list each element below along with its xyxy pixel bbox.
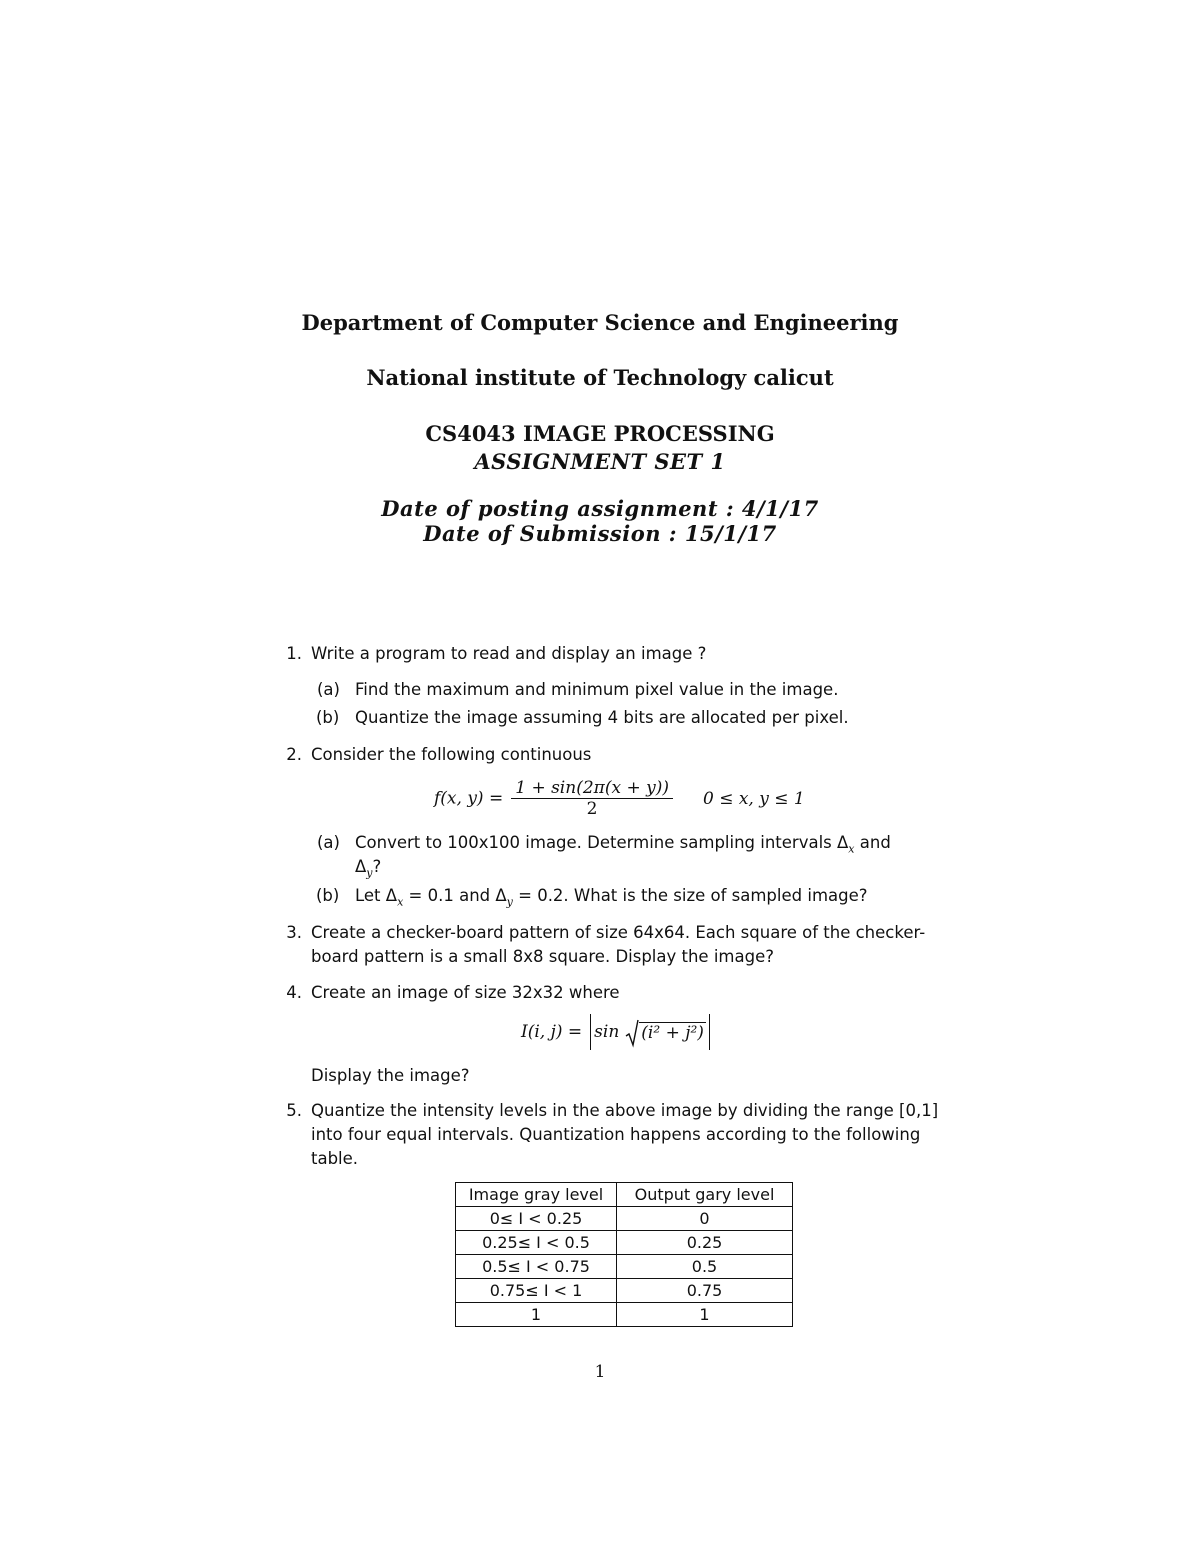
equation-i-lhs: I(i, j) =	[521, 1022, 583, 1042]
question-4-number: 4.	[286, 983, 302, 1002]
question-2a-text-3: Δ	[355, 857, 367, 876]
question-3-line1: Create a checker-board pattern of size 64x64. Each square of the checker-	[311, 923, 926, 942]
institute-heading: National institute of Technology calicut	[366, 365, 834, 390]
page-number: 1	[594, 1362, 606, 1382]
question-2a-text-4: ?	[372, 857, 382, 876]
question-5-line2: into four equal intervals. Quantization happens according to the following	[311, 1125, 921, 1144]
question-4-text: Create an image of size 32x32 where	[311, 983, 620, 1002]
table-row	[456, 1207, 793, 1231]
question-3-line2: board pattern is a small 8x8 square. Display the image?	[311, 947, 774, 966]
question-3-number: 3.	[286, 923, 302, 942]
question-5-number: 5.	[286, 1101, 302, 1120]
table-cell: 1	[456, 1303, 617, 1327]
table-row	[456, 1231, 793, 1255]
question-5-line1: Quantize the intensity levels in the above image by dividing the range [0,1]	[311, 1101, 939, 1120]
delta-x-subscript: x	[848, 842, 855, 856]
table-header: Output gary level	[617, 1183, 793, 1207]
question-1a-text: Find the maximum and minimum pixel value in the image.	[355, 680, 839, 699]
square-root	[625, 1015, 706, 1051]
delta-y-subscript: y	[366, 866, 373, 880]
table-cell: 0	[617, 1207, 793, 1231]
question-2a-line2	[355, 855, 381, 885]
equation-i-sin: sin	[594, 1022, 620, 1042]
question-2a-text-1: Convert to 100x100 image. Determine sampling intervals Δ	[355, 833, 849, 852]
assignment-title: ASSIGNMENT SET 1	[474, 449, 726, 474]
question-2b-text-3: = 0.2. What is the size of sampled image?	[512, 886, 868, 905]
question-2b-text-2: = 0.1 and Δ	[403, 886, 507, 905]
question-2a-label: (a)	[317, 833, 340, 852]
question-1a-label: (a)	[317, 680, 340, 699]
question-1-text: Write a program to read and display an image ?	[311, 644, 707, 663]
table-cell: 0.5	[617, 1255, 793, 1279]
sqrt-sign-icon	[625, 1018, 639, 1048]
equation-f-denominator: 2	[586, 799, 598, 819]
delta-x-subscript: x	[397, 895, 404, 909]
table-cell: 1	[617, 1303, 793, 1327]
absolute-value-bars	[590, 1014, 710, 1050]
delta-y-subscript: y	[506, 895, 513, 909]
question-1b-label: (b)	[316, 708, 340, 727]
table-header: Image gray level	[456, 1183, 617, 1207]
quantization-table	[455, 1182, 793, 1327]
equation-i-radicand: (i² + j²)	[641, 1023, 704, 1044]
equation-f	[434, 778, 805, 830]
submission-date: Date of Submission : 15/1/17	[423, 521, 777, 546]
question-1-number: 1.	[286, 644, 302, 663]
table-row	[456, 1255, 793, 1279]
question-2-text: Consider the following continuous	[311, 745, 592, 764]
question-2a-line1	[355, 831, 891, 861]
table-row	[456, 1279, 793, 1303]
question-2a-text-2: and	[854, 833, 891, 852]
department-heading: Department of Computer Science and Engineering	[301, 310, 899, 335]
equation-i	[521, 1014, 710, 1054]
table-cell: 0.25≤ I < 0.5	[456, 1231, 617, 1255]
posting-date: Date of posting assignment : 4/1/17	[381, 496, 819, 521]
question-4-after: Display the image?	[311, 1066, 470, 1085]
table-row	[456, 1303, 793, 1327]
question-2b-text	[355, 884, 868, 914]
equation-f-range: 0 ≤ x, y ≤ 1	[702, 788, 805, 809]
question-5-line3: table.	[311, 1149, 359, 1168]
equation-f-fraction	[511, 778, 673, 819]
question-2b-text-1: Let Δ	[355, 886, 398, 905]
question-2-number: 2.	[286, 745, 302, 764]
table-cell: 0.5≤ I < 0.75	[456, 1255, 617, 1279]
table-cell: 0.75	[617, 1279, 793, 1303]
equation-f-numerator: 1 + sin(2π(x + y))	[511, 778, 673, 799]
table-cell: 0.25	[617, 1231, 793, 1255]
course-title: CS4043 IMAGE PROCESSING	[425, 421, 775, 446]
equation-f-lhs: f(x, y) =	[434, 788, 504, 809]
question-2b-label: (b)	[316, 886, 340, 905]
question-1b-text: Quantize the image assuming 4 bits are allocated per pixel.	[355, 708, 849, 727]
table-cell: 0≤ I < 0.25	[456, 1207, 617, 1231]
table-header-row	[456, 1183, 793, 1207]
table-cell: 0.75≤ I < 1	[456, 1279, 617, 1303]
